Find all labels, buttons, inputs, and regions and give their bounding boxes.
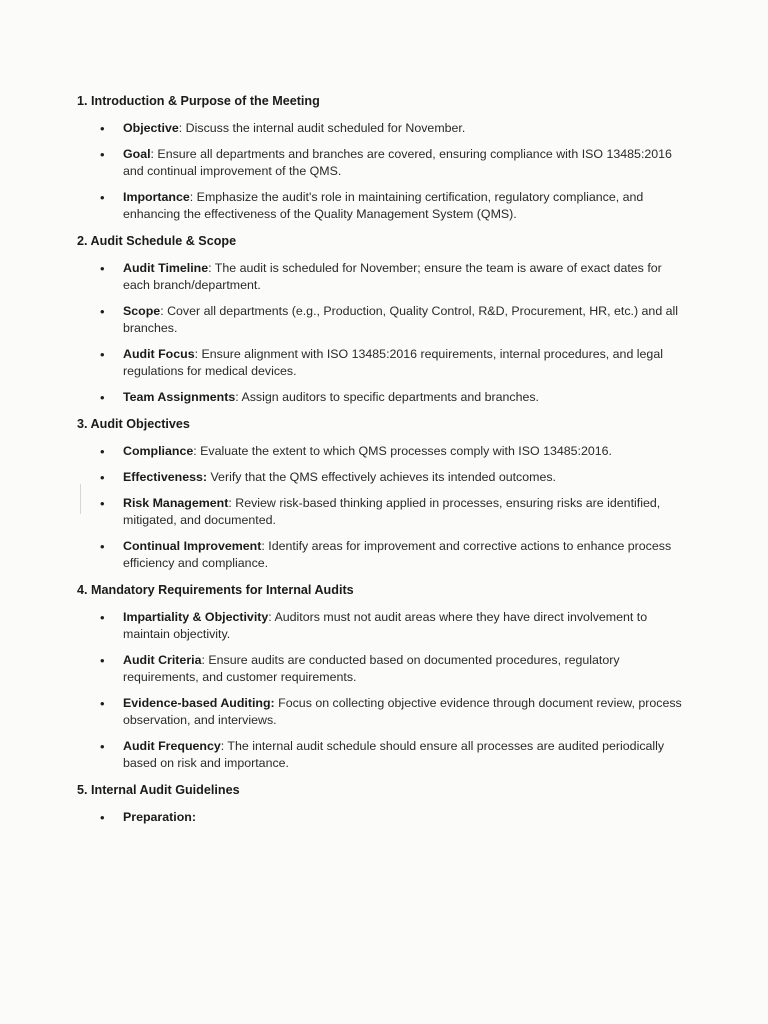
item-term: Importance — [123, 190, 190, 204]
bullet-list — [0, 443, 768, 572]
item-text: : Emphasize the audit's role in maintaining certification, regulatory compliance, and enhancing the effectiveness of the Quality Management System (QMS). — [123, 190, 644, 221]
bullet-icon: • — [100, 190, 105, 205]
bullet-list — [0, 609, 768, 772]
item-term: Evidence-based Auditing: — [123, 696, 275, 710]
item-text: : Ensure audits are conducted based on documented procedures, regulatory requirements, and customer requirements. — [123, 653, 620, 684]
list-item — [0, 469, 768, 486]
list-item — [0, 652, 768, 686]
list-item — [0, 695, 768, 729]
bullet-icon: • — [100, 810, 105, 825]
bullet-icon: • — [100, 347, 105, 362]
list-item — [0, 538, 768, 572]
item-text: : Identify areas for improvement and corrective actions to enhance process efficiency and compliance. — [123, 539, 672, 570]
section-introduction — [0, 92, 768, 223]
list-item — [0, 146, 768, 180]
item-term: Audit Timeline — [123, 261, 209, 275]
section-heading: 2. Audit Schedule & Scope — [77, 234, 237, 248]
item-text: : Ensure all departments and branches are covered, ensuring compliance with ISO 13485:2016 and continual improvement of the QMS. — [123, 147, 672, 178]
bullet-icon: • — [100, 304, 105, 319]
bullet-list — [0, 260, 768, 406]
item-term: Objective — [123, 121, 179, 135]
item-term: Scope — [123, 304, 161, 318]
item-text: : Evaluate the extent to which QMS processes comply with ISO 13485:2016. — [193, 444, 612, 458]
bullet-icon: • — [100, 496, 105, 511]
item-text: Focus on collecting objective evidence through document review, process observation, and interviews. — [123, 696, 682, 727]
list-item — [0, 443, 768, 460]
bullet-icon: • — [100, 121, 105, 136]
item-text: : Review risk-based thinking applied in processes, ensuring risks are identified, mitigated, and documented. — [123, 496, 661, 527]
section-heading: 4. Mandatory Requirements for Internal Audits — [77, 583, 354, 597]
bullet-icon: • — [100, 444, 105, 459]
section-heading: 1. Introduction & Purpose of the Meeting — [77, 94, 320, 108]
section-mandatory-requirements — [0, 581, 768, 772]
list-item — [0, 609, 768, 643]
item-term: Goal — [123, 147, 151, 161]
item-term: Impartiality & Objectivity — [123, 610, 269, 624]
bullet-list — [0, 120, 768, 223]
bullet-icon: • — [100, 610, 105, 625]
bullet-icon: • — [100, 653, 105, 668]
item-text: : The audit is scheduled for November; ensure the team is aware of exact dates for each branch/department. — [123, 261, 662, 292]
list-item — [0, 120, 768, 137]
item-term: Audit Focus — [123, 347, 195, 361]
section-schedule-scope — [0, 232, 768, 406]
list-item — [0, 738, 768, 772]
list-item — [0, 389, 768, 406]
item-term: Effectiveness: — [123, 470, 208, 484]
item-text: : Discuss the internal audit scheduled for November. — [178, 121, 466, 135]
section-audit-objectives — [0, 415, 768, 572]
item-text: : Assign auditors to specific departments and branches. — [235, 390, 539, 404]
section-heading: 3. Audit Objectives — [77, 417, 190, 431]
list-item — [0, 303, 768, 337]
item-term: Compliance — [123, 444, 194, 458]
item-text: : Cover all departments (e.g., Production, Quality Control, R&D, Procurement, HR, etc.) and all branches. — [123, 304, 679, 335]
list-item — [0, 495, 768, 529]
list-item — [0, 809, 768, 826]
item-term: Audit Frequency — [123, 739, 221, 753]
bullet-icon: • — [100, 261, 105, 276]
bullet-icon: • — [100, 539, 105, 554]
bullet-icon: • — [100, 696, 105, 711]
list-item — [0, 346, 768, 380]
section-audit-guidelines — [0, 781, 768, 826]
bullet-icon: • — [100, 390, 105, 405]
item-term: Team Assignments — [123, 390, 236, 404]
bullet-list — [0, 809, 768, 826]
section-heading: 5. Internal Audit Guidelines — [77, 783, 240, 797]
item-text: : Auditors must not audit areas where they have direct involvement to maintain objectivity. — [123, 610, 648, 641]
item-term: Continual Improvement — [123, 539, 262, 553]
list-item — [0, 189, 768, 223]
item-text: : Ensure alignment with ISO 13485:2016 requirements, internal procedures, and legal regulations for medical devices. — [123, 347, 663, 378]
bullet-icon: • — [100, 147, 105, 162]
bullet-icon: • — [100, 739, 105, 754]
list-item — [0, 260, 768, 294]
item-term: Audit Criteria — [123, 653, 202, 667]
document-content — [0, 92, 768, 835]
item-term: Preparation: — [123, 810, 196, 824]
item-term: Risk Management — [123, 496, 229, 510]
item-text: Verify that the QMS effectively achieves its intended outcomes. — [207, 470, 556, 484]
bullet-icon: • — [100, 470, 105, 485]
item-text: : The internal audit schedule should ensure all processes are audited periodically based on risk and importance. — [123, 739, 665, 770]
